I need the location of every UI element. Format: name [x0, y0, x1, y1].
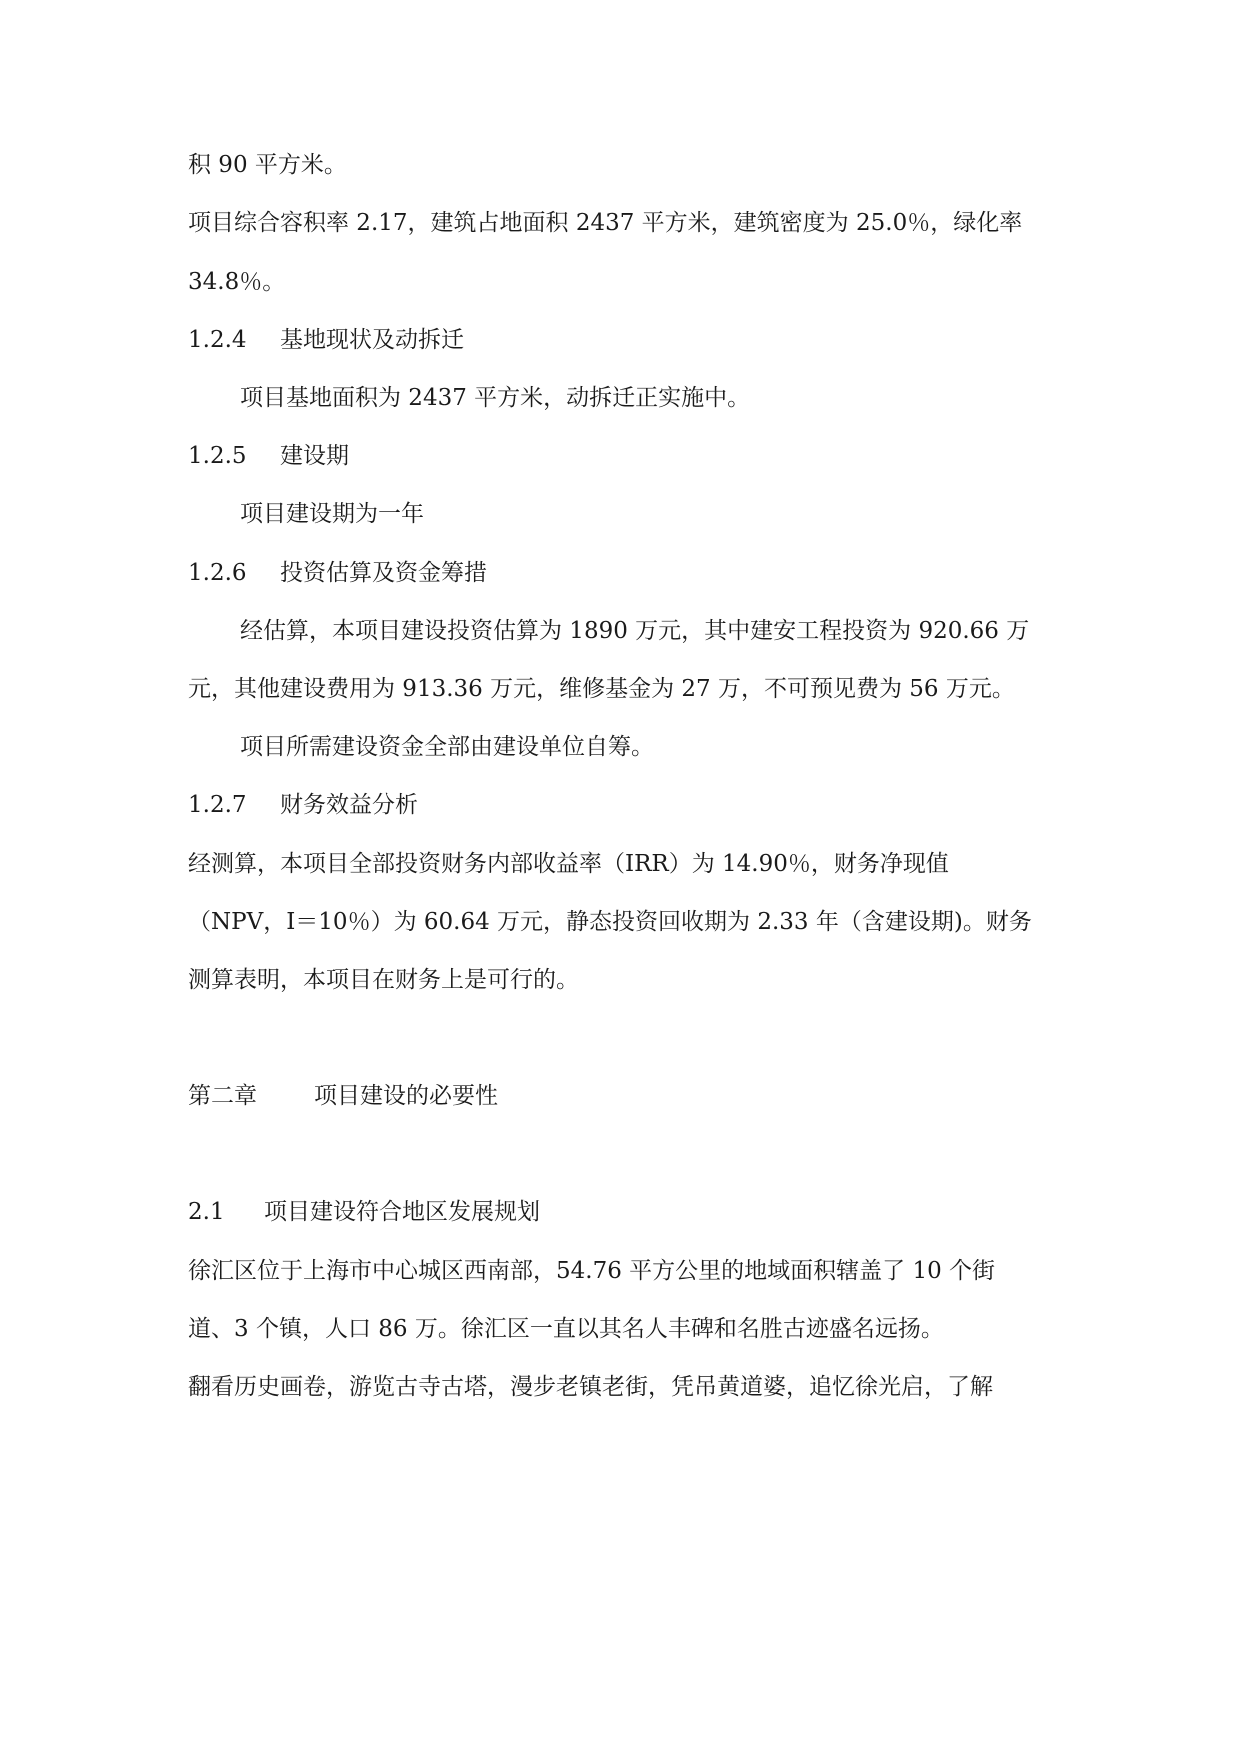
heading-number: 2.1 [188, 1199, 225, 1225]
paragraph-line: 经测算，本项目全部投资财务内部收益率（IRR）为 14.90％，财务净现值 [188, 851, 949, 877]
paragraph-line: 经估算，本项目建设投资估算为 1890 万元，其中建安工程投资为 920.66 万 [240, 618, 1030, 644]
heading-title: 投资估算及资金筹措 [280, 560, 487, 586]
heading-number: 1.2.7 [188, 792, 247, 818]
chapter-number: 第二章 [188, 1083, 257, 1109]
chapter-title: 项目建设的必要性 [314, 1083, 498, 1109]
heading-title: 建设期 [280, 443, 349, 469]
heading-title: 基地现状及动拆迁 [280, 327, 464, 353]
paragraph-line: 项目所需建设资金全部由建设单位自筹。 [240, 734, 654, 760]
section-heading-2-1 [188, 1197, 540, 1227]
paragraph-line: 34.8％。 [188, 269, 286, 295]
heading-number: 1.2.5 [188, 443, 247, 469]
heading-number: 1.2.4 [188, 327, 247, 353]
paragraph-line: 翻看历史画卷，游览古寺古塔，漫步老镇老街，凭吊黄道婆，追忆徐光启，了解 [188, 1374, 993, 1400]
paragraph-line: 积 90 平方米。 [188, 152, 347, 178]
section-heading-1-2-6 [188, 558, 487, 588]
paragraph-line: 项目建设期为一年 [240, 501, 424, 527]
section-heading-1-2-7 [188, 790, 418, 820]
paragraph-line: 项目综合容积率 2.17，建筑占地面积 2437 平方米，建筑密度为 25.0％，绿化率 [188, 210, 1023, 236]
paragraph-line: 徐汇区位于上海市中心城区西南部，54.76 平方公里的地域面积辖盖了 10 个街 [188, 1258, 996, 1284]
section-heading-1-2-5 [188, 441, 349, 471]
chapter-heading [188, 1081, 498, 1111]
heading-title: 项目建设符合地区发展规划 [264, 1199, 540, 1225]
paragraph-line: 道、3 个镇，人口 86 万。徐汇区一直以其名人丰碑和名胜古迹盛名远扬。 [188, 1316, 944, 1342]
paragraph-line: 测算表明，本项目在财务上是可行的。 [188, 967, 579, 993]
paragraph-line: （NPV，I＝10％）为 60.64 万元，静态投资回收期为 2.33 年（含建设期)。财务 [188, 909, 1032, 935]
paragraph-line: 元，其他建设费用为 913.36 万元，维修基金为 27 万，不可预见费为 56 万元。 [188, 676, 1015, 702]
paragraph-line: 项目基地面积为 2437 平方米，动拆迁正实施中。 [240, 385, 751, 411]
section-heading-1-2-4 [188, 325, 464, 355]
heading-number: 1.2.6 [188, 560, 247, 586]
heading-title: 财务效益分析 [280, 792, 418, 818]
